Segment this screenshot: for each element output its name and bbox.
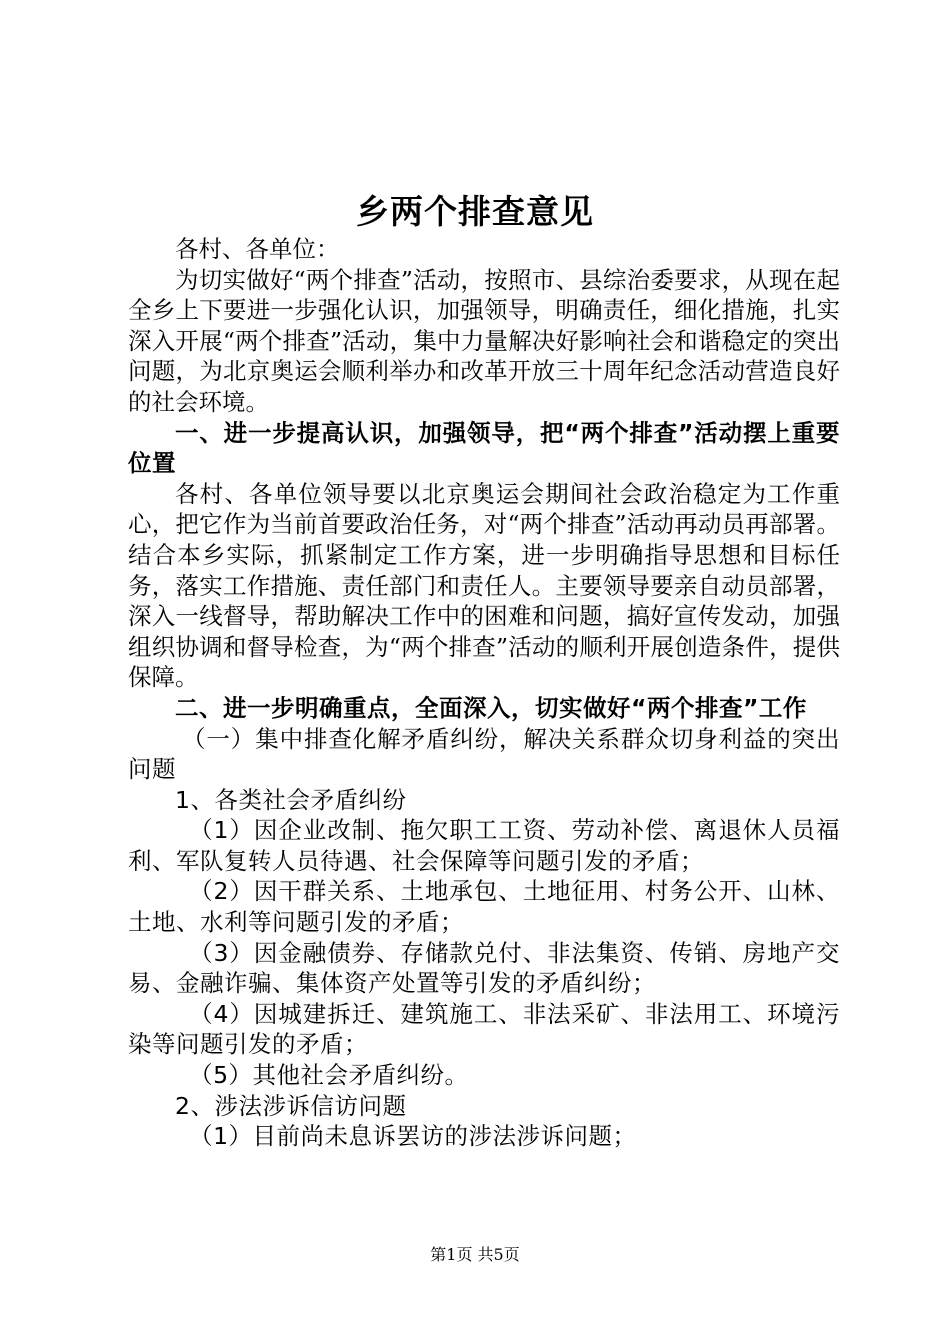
item1-point: （5）其他社会矛盾纠纷。	[189, 1061, 469, 1090]
section1-paragraph: 各村、各单位领导要以北京奥运会期间社会政治稳定为工作重心，把它作为当前首要政治任务，对“两个排查”活动再动员再部署。结合本乡实际，抓紧制定工作方案，进一步明确指导思想和目标任务，落实工作措施、责任部门和责任人。主要领导要亲自动员部署，深入一线督导，帮助解决工作中的困难和问题，搞好宣传发动，加强组织协调和督导检查，为“两个排查”活动的顺利开展创造条件，提供保障。	[128, 479, 840, 692]
subsection1-heading: （一）集中排查化解矛盾纠纷，解决关系群众切身利益的突出问题	[128, 724, 840, 784]
intro-paragraph: 为切实做好“两个排查”活动，按照市、县综治委要求，从现在起全乡上下要进一步强化认识，加强领导，明确责任，细化措施，扎实深入开展“两个排查”活动，集中力量解决好影响社会和谐稳定的突出问题，为北京奥运会顺利举办和改革开放三十周年纪念活动营造良好的社会环境。	[128, 265, 840, 416]
item1-point: （3）因金融债券、存储款兑付、非法集资、传销、房地产交易、金融诈骗、集体资产处置等引发的矛盾纠纷；	[128, 938, 840, 998]
section1-heading: 一、进一步提高认识，加强领导，把“两个排查”活动摆上重要位置	[128, 418, 840, 478]
item1-heading: 1、各类社会矛盾纠纷	[175, 785, 407, 814]
item1-point: （1）因企业改制、拖欠职工工资、劳动补偿、离退休人员福利、军队复转人员待遇、社会保障等问题引发的矛盾；	[128, 816, 840, 875]
section2-heading: 二、进一步明确重点，全面深入，切实做好“两个排查”工作	[175, 693, 807, 722]
document-title: 乡两个排查意见	[356, 192, 594, 231]
item2-point: （1）目前尚未息诉罢访的涉法涉诉问题；	[189, 1122, 637, 1151]
document-body	[128, 234, 840, 1152]
item2-heading: 2、涉法涉诉信访问题	[175, 1091, 407, 1120]
salutation: 各村、各单位：	[175, 235, 340, 263]
item1-point: （4）因城建拆迁、建筑施工、非法采矿、非法用工、环境污染等问题引发的矛盾；	[128, 999, 840, 1059]
item1-point: （2）因干群关系、土地承包、土地征用、村务公开、山林、土地、水利等问题引发的矛盾；	[128, 877, 840, 937]
page-footer: 第1页 共5页	[430, 1245, 520, 1264]
